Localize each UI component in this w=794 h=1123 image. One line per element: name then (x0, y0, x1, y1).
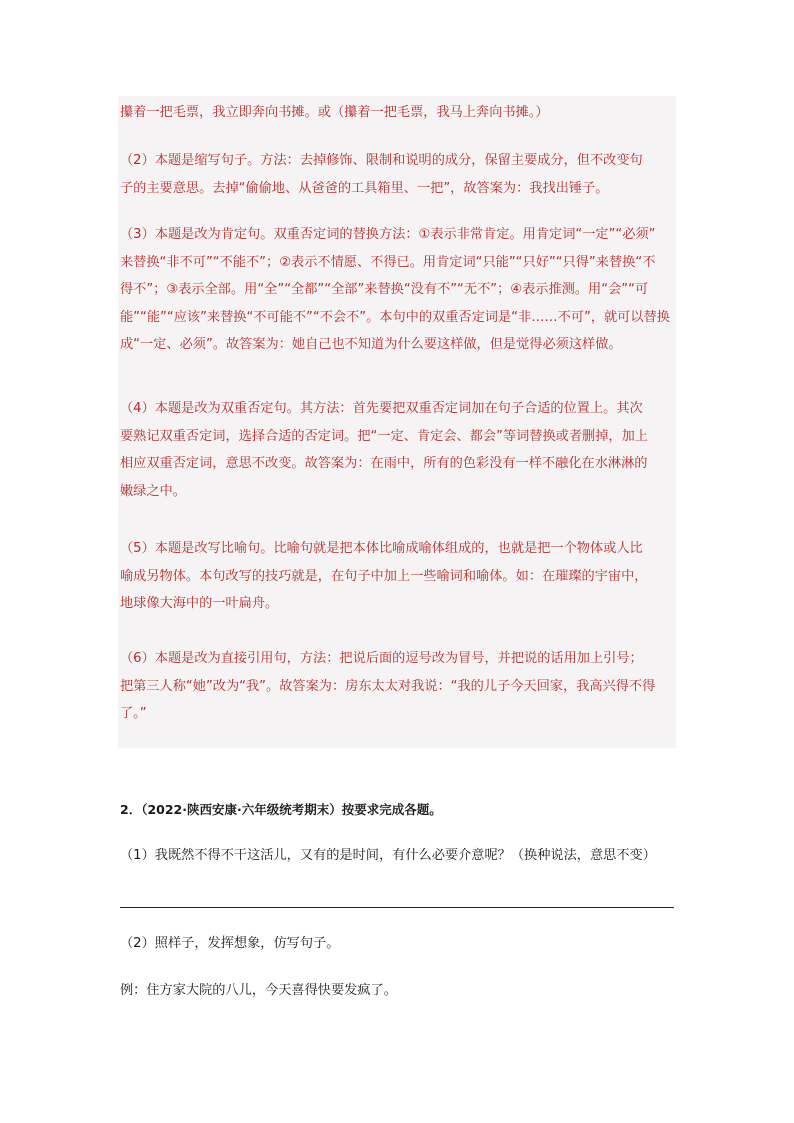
answer-line: 攥着一把毛票，我立即奔向书摊。或（攥着一把毛票，我马上奔向书摊。） (120, 105, 549, 120)
answer-line: （5）本题是改写比喻句。比喻句就是把本体比喻成喻体组成的，也就是把一个物体或人比 (120, 541, 643, 556)
answer-part-2 (120, 147, 676, 202)
answer-line: （6）本题是改为直接引用句，方法：把说后面的逗号改为冒号，并把说的话用加上引号； (120, 651, 643, 666)
answer-line: 相应双重否定词，意思不改变。故答案为：在雨中，所有的色彩没有一样不融化在水淋淋的 (120, 456, 648, 471)
answer-line: 来替换“非不可”“不能不”；②表示不情愿、不得已。用肯定词“只能”“只好”“只得”来替换“不 (120, 254, 656, 270)
answer-part-6 (120, 645, 676, 728)
answer-line: 要熟记双重否定词，选择合适的否定词。把“一定、肯定会、都会”等词替换或者删掉，加上 (120, 428, 648, 444)
answer-part-5 (120, 535, 676, 618)
answer-line: 喻成另物体。本句改写的技巧就是，在句子中加上一些喻词和喻体。如：在璀璨的宇宙中， (120, 568, 648, 584)
answer-blank-line[interactable] (120, 907, 674, 908)
answer-part-3 (120, 221, 676, 359)
answer-line: 嫩绿之中。 (120, 483, 186, 499)
question-2-sub1: （1）我既然不得不干这活儿，又有的是时间，有什么必要介意呢？（换种说法，意思不变） (120, 848, 656, 863)
answer-line: 能”“能”“应该”来替换“不可能不”“不会不”。本句中的双重否定词是“非……不可”，就可以替换 (120, 309, 670, 325)
answer-line: 得不”；③表示全部。用“全”“全都”“全部”来替换“没有不”“无不”；④表示推测。用“会”“可 (120, 282, 649, 297)
answer-part-1 (120, 99, 676, 127)
answer-line: 地球像大海中的一叶扁舟。 (120, 596, 279, 611)
answer-line: 成“一定、必须”。故答案为：她自己也不知道为什么要这样做，但是觉得必须这样做。 (120, 337, 622, 352)
answer-line: （4）本题是改为双重否定句。其方法：首先要把双重否定词加在句子合适的位置上。其次 (120, 401, 643, 416)
answer-line: 子的主要意思。去掉“偷偷地、从爸爸的工具箱里、一把”，故答案为：我找出锤子。 (120, 180, 609, 196)
answer-line: （2）本题是缩写句子。方法：去掉修饰、限制和说明的成分，保留主要成分，但不改变句 (120, 153, 643, 168)
answer-part-4 (120, 395, 676, 505)
question-2-sub2: （2）照样子，发挥想象，仿写句子。 (120, 936, 340, 951)
answer-line: 了。” (120, 706, 147, 721)
question-2-example: 例：住方家大院的八儿，今天喜得快要发疯了。 (120, 983, 397, 998)
answer-line: （3）本题是改为肯定句。双重否定词的替换方法：①表示非常肯定。用肯定词“一定”“必须” (120, 227, 656, 242)
answer-line: 把第三人称“她”改为“我”。故答案为：房东太太对我说：“我的儿子今天回家，我高兴得不得 (120, 678, 656, 694)
question-2-header: 2．（2022·陕西安康·六年级统考期末）按要求完成各题。 (120, 802, 442, 817)
